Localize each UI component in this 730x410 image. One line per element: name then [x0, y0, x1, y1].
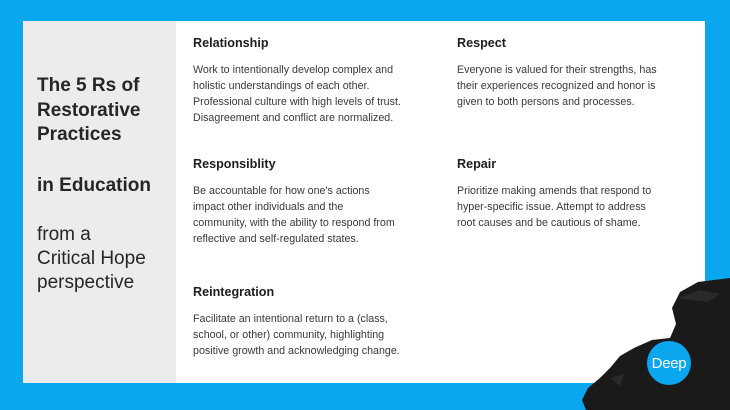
description-line: community, with the ability to respond from	[193, 217, 395, 230]
description-line: Prioritize making amends that respond to	[457, 185, 652, 197]
item-heading: Respect	[457, 36, 506, 50]
item-description	[193, 62, 418, 126]
slide-subtitle: in Education	[37, 175, 151, 196]
description-line: positive growth and acknowledging change.	[193, 345, 400, 358]
description-line: given to both persons and processes.	[457, 96, 635, 109]
description-line: Be accountable for how one's actions	[193, 185, 370, 197]
title-line: Practices	[37, 124, 122, 145]
description-line: Facilitate an intentional return to a (class,	[193, 313, 388, 325]
perspective-line: perspective	[37, 272, 135, 293]
description-line: root causes and be cautious of shame.	[457, 217, 641, 230]
item-heading: Repair	[457, 157, 497, 171]
description-line: their experiences recognized and honor is	[457, 80, 656, 93]
item-reintegration	[193, 285, 418, 359]
description-line: Everyone is valued for their strengths, has	[457, 64, 657, 76]
perspective-line: from a	[37, 224, 91, 245]
item-respect	[457, 36, 682, 110]
perspective-text	[37, 223, 146, 295]
item-description	[193, 311, 418, 359]
description-line: Professional culture with high levels of trust.	[193, 96, 401, 109]
item-heading: Relationship	[193, 36, 269, 50]
description-line: holistic understandings of each other.	[193, 80, 370, 93]
description-line: impact other individuals and the	[193, 201, 344, 214]
item-relationship	[193, 36, 418, 126]
item-description	[193, 183, 418, 247]
item-repair	[457, 157, 682, 231]
perspective-line: Critical Hope	[37, 248, 146, 269]
description-line: Disagreement and conflict are normalized.	[193, 112, 394, 125]
title-line: The 5 Rs of	[37, 75, 140, 96]
item-description	[457, 183, 682, 231]
description-line: reflective and self-regulated states.	[193, 233, 359, 246]
description-line: Work to intentionally develop complex and	[193, 64, 394, 76]
item-description	[457, 62, 682, 110]
title-line: Restorative	[37, 99, 141, 121]
title-panel	[23, 21, 176, 383]
deep-logo: Deep	[647, 341, 691, 385]
description-line: hyper-specific issue. Attempt to address	[457, 201, 646, 214]
item-responsibility	[193, 157, 418, 247]
item-heading: Reintegration	[193, 285, 275, 299]
description-line: school, or other) community, highlighting	[193, 329, 385, 342]
item-heading: Responsiblity	[193, 157, 276, 171]
slide-title	[37, 74, 141, 148]
brush-stroke-decoration	[580, 278, 730, 410]
